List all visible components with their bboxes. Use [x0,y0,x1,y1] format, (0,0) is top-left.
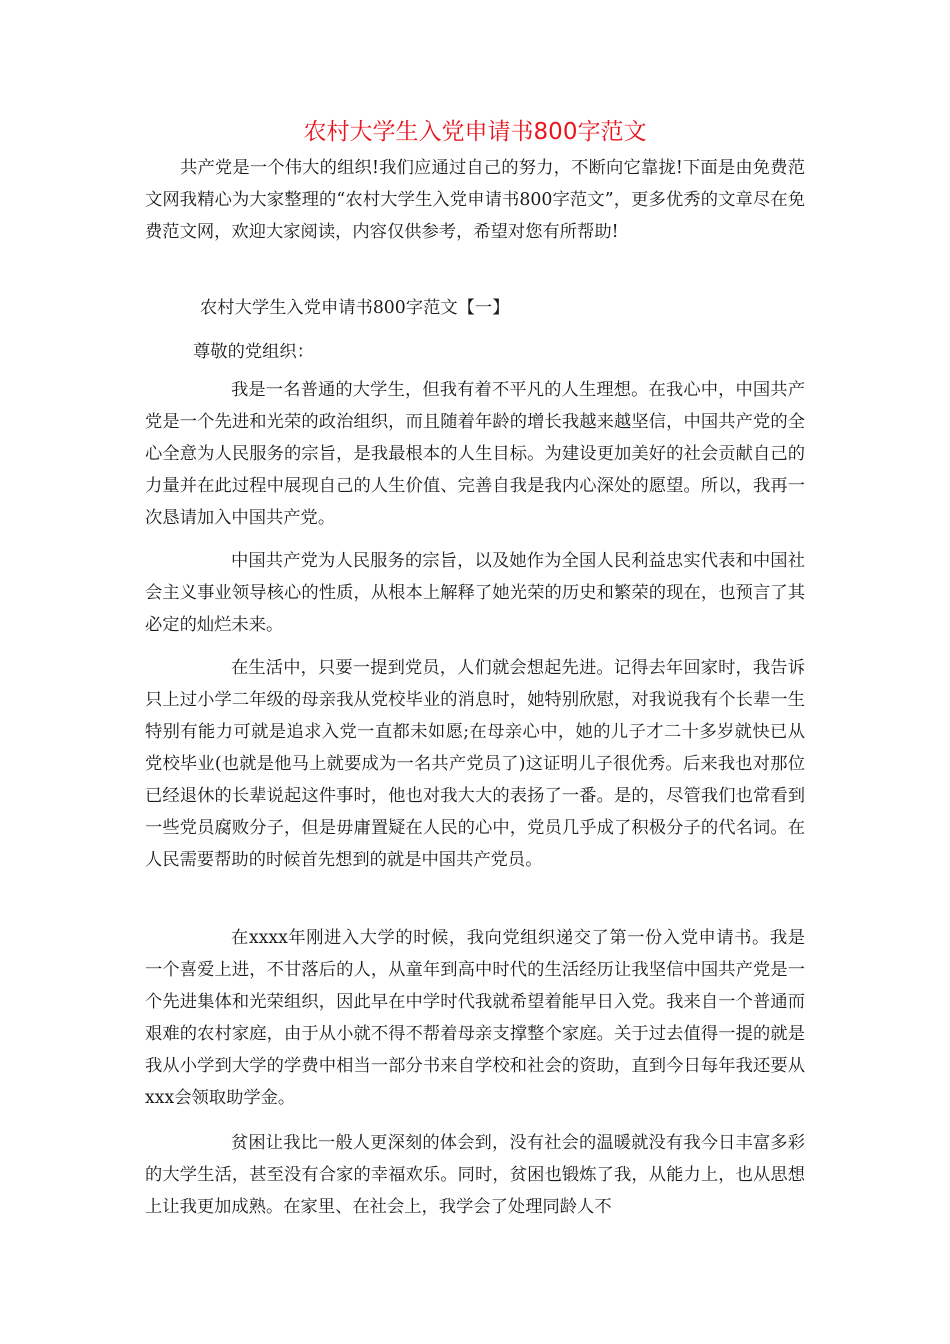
body-paragraph: 在xxxx年刚进入大学的时候，我向党组织递交了第一份入党申请书。我是一个喜爱上进，不甘落后的人，从童年到高中时代的生活经历让我坚信中国共产党是一个先进集体和光荣组织，因此早在中学时代我就希望着能早日入党。我来自一个普通而艰难的农村家庭，由于从小就不得不帮着母亲支撑整个家庭。关于过去值得一提的就是我从小学到大学的学费中相当一部分书来自学校和社会的资助，直到今日每年我还要从xxx会领取助学金。 [145,928,805,1108]
salutation: 尊敬的党组织： [193,342,314,362]
body-paragraph: 贫困让我比一般人更深刻的体会到，没有社会的温暖就没有我今日丰富多彩的大学生活，甚至没有合家的幸福欢乐。同时，贫困也锻炼了我，从能力上，也从思想上让我更加成熟。在家里、在社会上，我学会了处理同龄人不 [145,1133,805,1217]
document-title: 农村大学生入党申请书800字范文 [303,119,647,145]
body-paragraph: 在生活中，只要一提到党员，人们就会想起先进。记得去年回家时，我告诉只上过小学二年级的母亲我从党校毕业的消息时，她特别欣慰，对我说我有个长辈一生特别有能力可就是追求入党一直都未如愿;在母亲心中，她的儿子才二十多岁就快已从党校毕业(也就是他马上就要成为一名共产党员了)这证明儿子很优秀。后来我也对那位已经退休的长辈说起这件事时，他也对我大大的表扬了一番。是的，尽管我们也常看到一些党员腐败分子，但是毋庸置疑在人民的心中，党员几乎成了积极分子的代名词。在人民需要帮助的时候首先想到的就是中国共产党员。 [145,658,805,870]
intro-paragraph: 共产党是一个伟大的组织!我们应通过自己的努力，不断向它靠拢!下面是由免费范文网我精心为大家整理的“农村大学生入党申请书800字范文”，更多优秀的文章尽在免费范文网，欢迎大家阅读，内容仅供参考，希望对您有所帮助! [145,158,805,242]
body-paragraph: 中国共产党为人民服务的宗旨，以及她作为全国人民利益忠实代表和中国社会主义事业领导核心的性质，从根本上解释了她光荣的历史和繁荣的现在，也预言了其必定的灿烂未来。 [145,551,805,635]
body-paragraph: 我是一名普通的大学生，但我有着不平凡的人生理想。在我心中，中国共产党是一个先进和光荣的政治组织，而且随着年龄的增长我越来越坚信，中国共产党的全心全意为人民服务的宗旨，是我最根本的人生目标。为建设更加美好的社会贡献自己的力量并在此过程中展现自己的人生价值、完善自我是我内心深处的愿望。所以，我再一次恳请加入中国共产党。 [145,380,805,528]
section-heading: 农村大学生入党申请书800字范文【一】 [200,298,510,318]
